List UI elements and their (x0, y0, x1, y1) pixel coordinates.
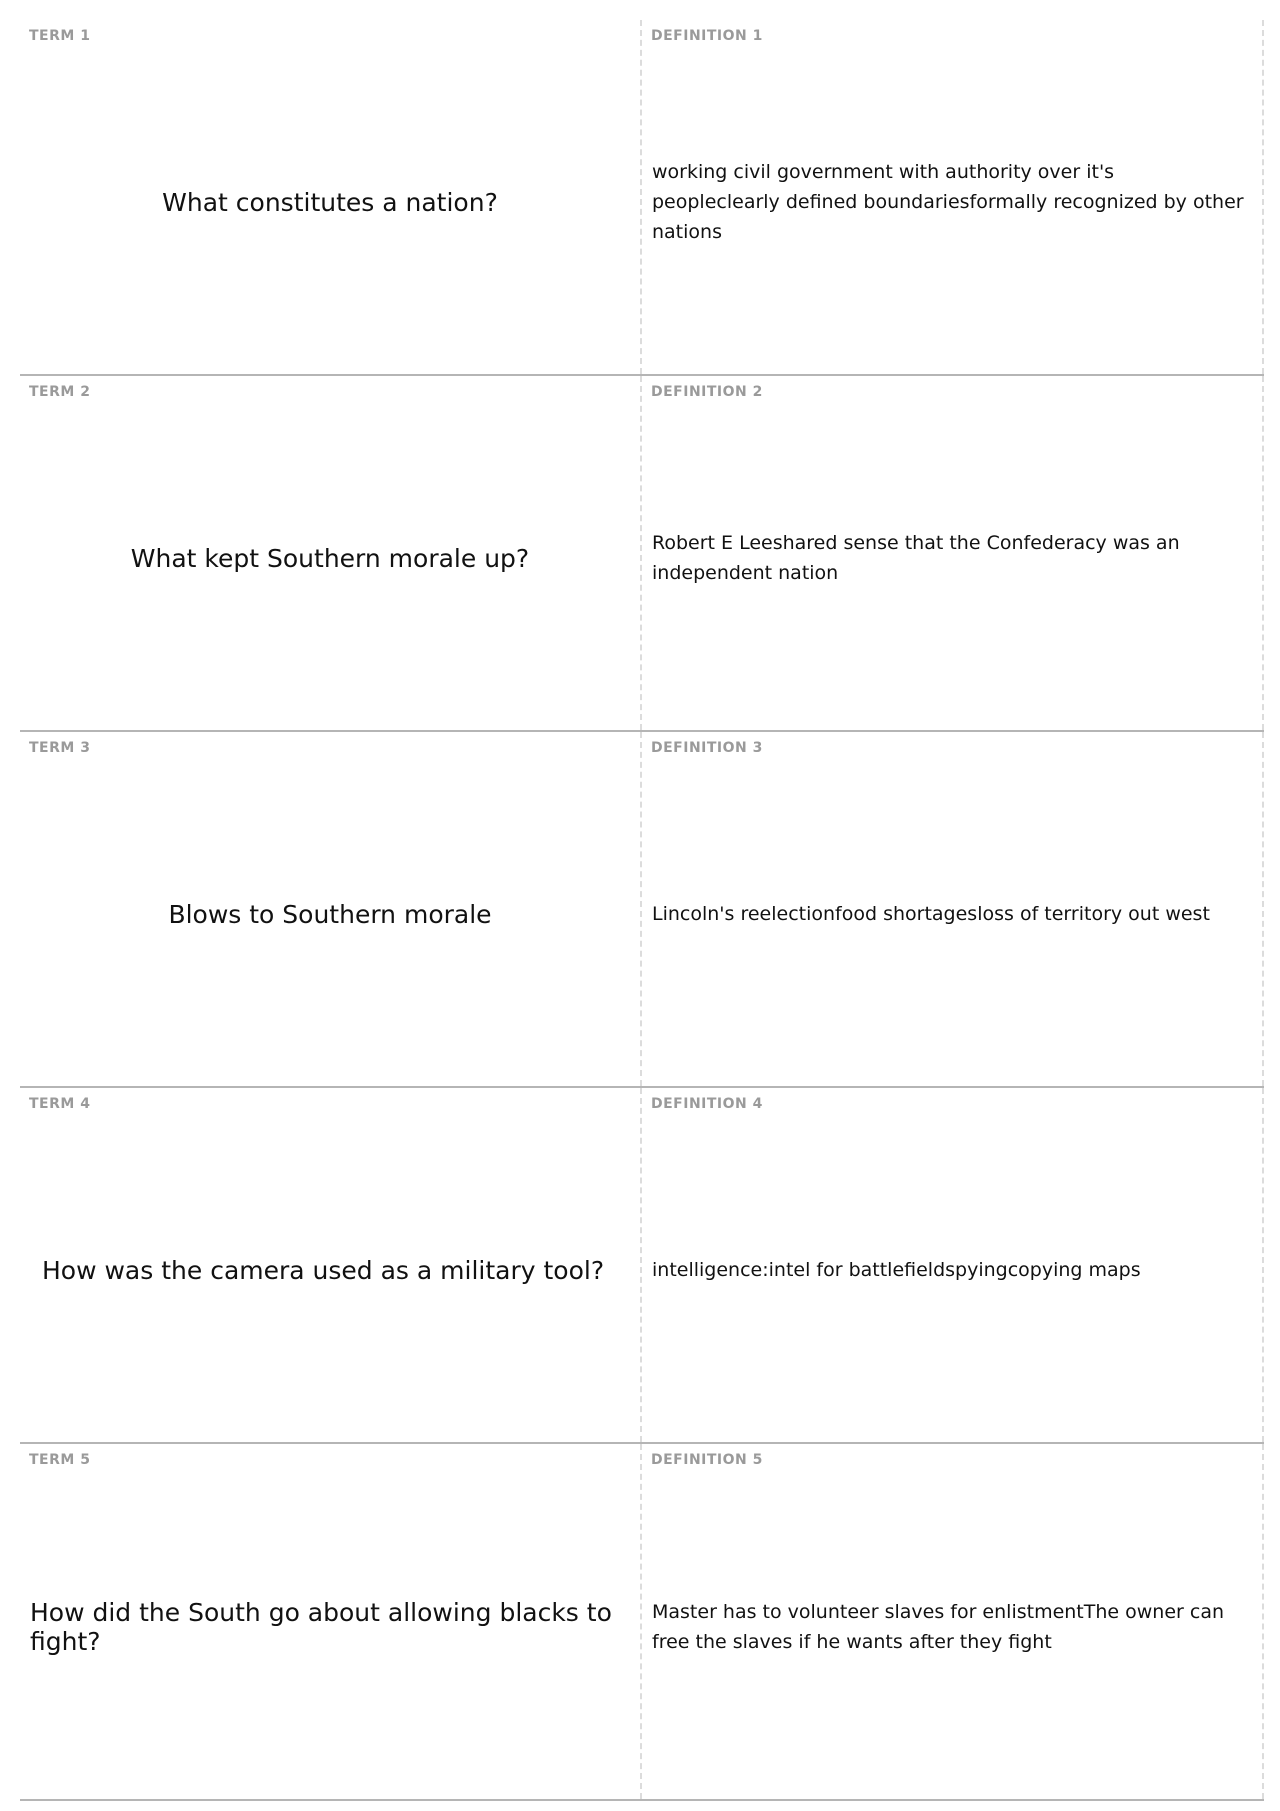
definition-label: DEFINITION 3 (651, 740, 763, 756)
term-label: TERM 5 (29, 1452, 91, 1468)
definition-cell-1 (642, 20, 1264, 374)
term-text: How was the camera used as a military tool? (42, 1255, 605, 1285)
flashcard-sheet (20, 20, 1264, 1801)
term-text: What kept Southern morale up? (130, 543, 530, 573)
definition-label: DEFINITION 2 (651, 384, 763, 400)
definition-label: DEFINITION 4 (651, 1096, 763, 1112)
definition-cell-2 (642, 376, 1264, 730)
term-text: How did the South go about allowing blacks to fight? (30, 1597, 612, 1656)
definition-label: DEFINITION 1 (651, 28, 763, 44)
term-cell-2 (20, 376, 642, 730)
term-cell-3 (20, 732, 642, 1086)
card-row-5 (20, 1444, 1264, 1801)
term-text: What constitutes a nation? (162, 187, 498, 217)
term-label: TERM 3 (29, 740, 91, 756)
card-row-4 (20, 1088, 1264, 1444)
definition-text: intelligence:intel for battlefieldspyingcopying maps (652, 1259, 1141, 1281)
definition-label: DEFINITION 5 (651, 1452, 763, 1468)
term-label: TERM 1 (29, 28, 91, 44)
definition-cell-5 (642, 1444, 1264, 1799)
definition-cell-4 (642, 1088, 1264, 1442)
term-label: TERM 2 (29, 384, 91, 400)
term-label: TERM 4 (29, 1096, 91, 1112)
card-row-3 (20, 732, 1264, 1088)
definition-text: Lincoln's reelectionfood shortagesloss of territory out west (652, 903, 1210, 925)
term-cell-5 (20, 1444, 642, 1799)
definition-text: Robert E Leeshared sense that the Confederacy was an independent nation (652, 532, 1180, 584)
definition-text: working civil government with authority over it's peopleclearly defined boundariesformally recognized by other nations (652, 161, 1244, 243)
definition-text: Master has to volunteer slaves for enlistmentThe owner can free the slaves if he wants after they fight (652, 1600, 1225, 1653)
term-text: Blows to Southern morale (168, 899, 492, 929)
card-row-2 (20, 376, 1264, 732)
term-cell-4 (20, 1088, 642, 1442)
card-row-1 (20, 20, 1264, 376)
definition-cell-3 (642, 732, 1264, 1086)
term-cell-1 (20, 20, 642, 374)
